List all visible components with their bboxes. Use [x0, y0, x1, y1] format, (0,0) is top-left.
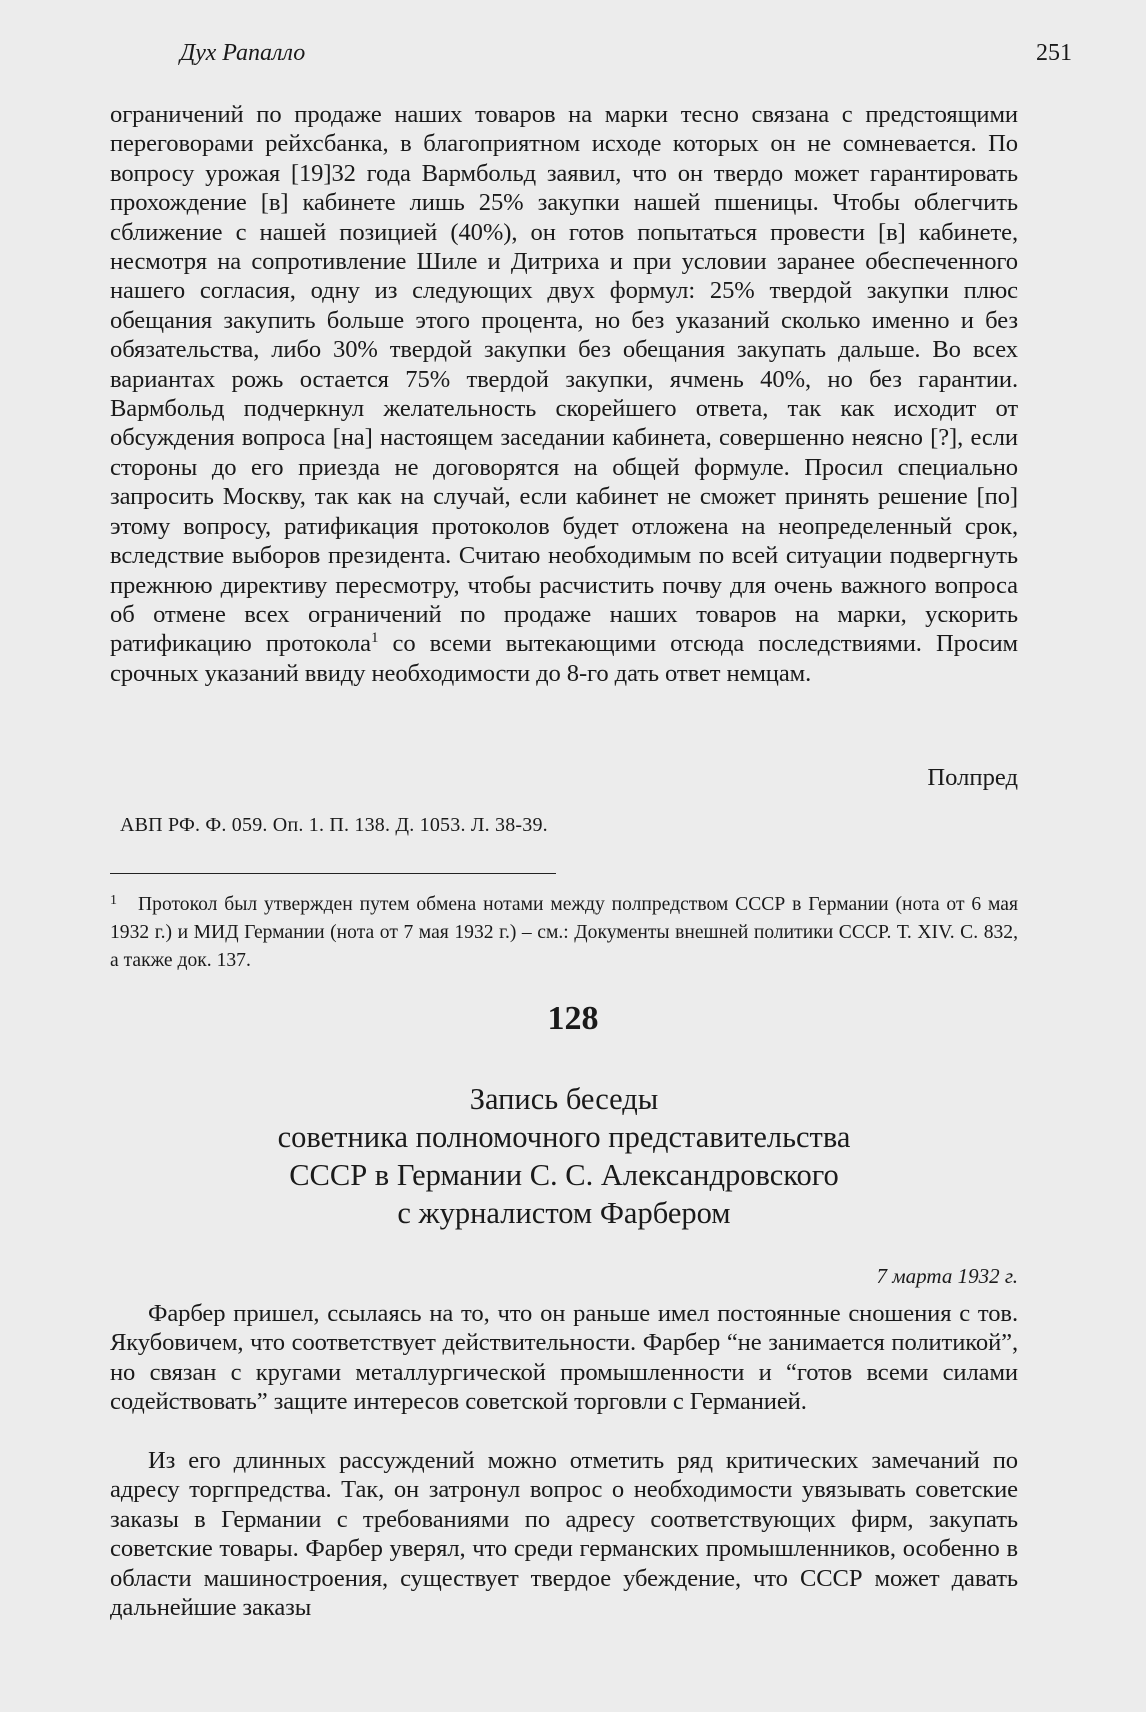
title-line: советника полномочного представительства [277, 1120, 851, 1154]
footnote [110, 887, 1018, 976]
paragraph-continuation [110, 100, 1018, 688]
title-line: с журналистом Фарбером [397, 1196, 731, 1230]
running-title: Дух Рапалло [180, 40, 306, 66]
paragraph: Из его длинных рассуждений можно отметить ряд критических замечаний по адресу торгпредства. Так, он затронул вопрос о необходимости увязывать советские заказы в Германии с требованиями по адресу соответствующих фирм, закупать советские товары. Фарбер уверял, что среди германских промышленников, особенно в области машиностроения, существует твердое убеждение, что СССР может давать дальнейшие заказы [110, 1447, 1018, 1622]
archive-reference: АВП РФ. Ф. 059. Оп. 1. П. 138. Д. 1053. Л. 38-39. [120, 814, 548, 836]
document-title [110, 1080, 1018, 1232]
paragraph: Фарбер пришел, ссылаясь на то, что он раньше имел постоянные сношения с тов. Якубовичем, что соответствует действительности. Фарбер “не занимается политикой”, но связан с кругами металлургической промышленности и “готов всеми силами содействовать” защите интересов советской торговли с Германией. [110, 1300, 1018, 1416]
footnote-divider [110, 873, 556, 874]
footnote-text: Протокол был утвержден путем обмена нотами между полпредством СССР в Германии (нота от 6 мая 1932 г.) и МИД Германии (нота от 7 мая 1932 г.) – см.: Документы внешней политики СССР. Т. XIV. С. 832, а также док. 137. [110, 894, 1018, 972]
paragraph-text-end: со всеми вытекающими отсюда последствиями. Просим срочных указаний ввиду необходимости до 8-го дать ответ немцам. [110, 630, 1018, 687]
paragraph-text: ограничений по продаже наших товаров на марки тесно связана с предстоящими переговорами рейхсбанка, в благоприятном исходе которых он не сомневается. По вопросу урожая [19]32 года Вармбольд заявил, что он твердо может гарантировать прохождение [в] кабинете лишь 25% закупки нашей пшеницы. Чтобы облегчить сближение с нашей позицией (40%), он готов попытаться провести [в] кабинете, несмотря на сопротивление Шиле и Дитриха и при условии заранее обеспеченного нашего согласия, одну из следующих двух формул: 25% твердой закупки плюс обещания закупить больше этого процента, но без указаний сколько именно и без обязательства, либо 30% твердой закупки без обещания закупать дальше. Во всех вариантах рожь остается 75% твердой закупки, ячмень 40%, но без гарантии. Вармбольд подчеркнул желательность скорейшего ответа, так как исходит от обсуждения вопроса [на] настоящем заседании кабинета, совершенно неясно [?], если стороны до его приезда не договорятся на общей формуле. Просил специально запросить Москву, так как на случай, если кабинет не сможет принять решение [по] этому вопросу, ратификация протоколов будет отложена на неопределенный срок, вследствие выборов президента. Считаю необходимым по всей ситуации подвергнуть прежнюю директиву пересмотру, чтобы расчистить почву для очень важного вопроса об отмене всех ограничений по продаже наших товаров на марки, ускорить ратификацию протокола [110, 101, 1018, 658]
document-date: 7 марта 1932 г. [876, 1264, 1018, 1288]
title-line: СССР в Германии С. С. Александровского [289, 1158, 839, 1192]
footnote-marker: 1 [110, 893, 117, 908]
title-line: Запись беседы [469, 1082, 659, 1116]
page-number: 251 [1036, 40, 1072, 66]
document-number: 128 [547, 1000, 599, 1037]
signature: Полпред [927, 764, 1018, 791]
footnote-reference: 1 [370, 630, 379, 647]
